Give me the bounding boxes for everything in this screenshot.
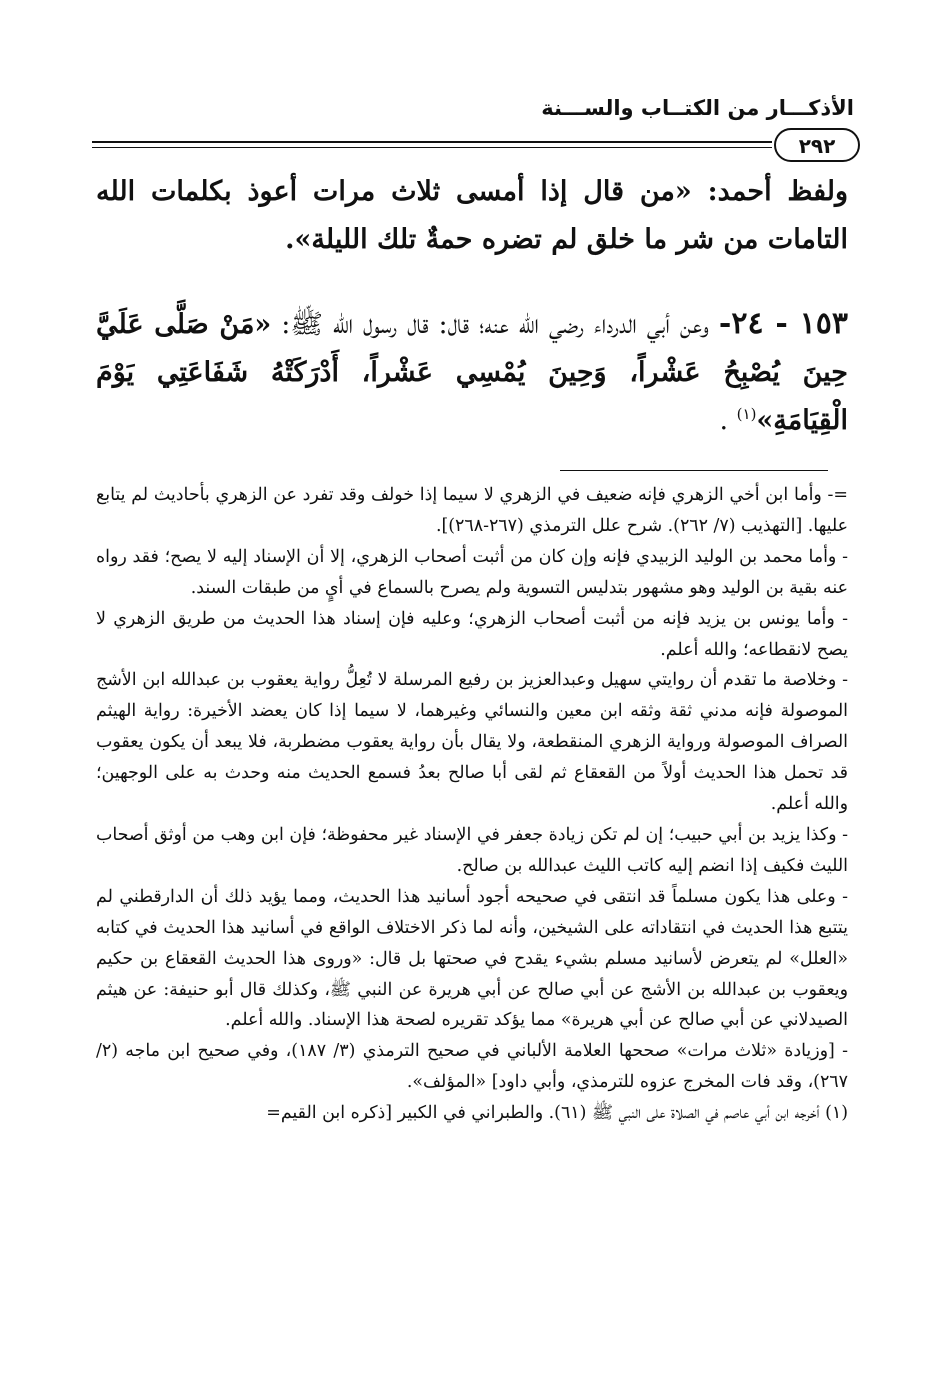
footnotes (96, 480, 848, 1129)
main-paragraph-hadith (96, 300, 848, 445)
footnote-paragraph: - وأما محمد بن الوليد الزبيدي فإنه وإن كان من أثبت أصحاب الزهري، إلا أن الإسناد إليه لا يصح؛ فقد رواه عنه بقية بن الوليد وهو مشهور بتدليس التسوية ولم يصرح بالسماع في أيٍ من طبقات السند. (96, 546, 848, 598)
page-number: ٢٩٢ (774, 128, 860, 162)
header-rule (92, 141, 772, 148)
footnote-paragraph: (١) أخرجه ابن أبي عاصم في الصلاة على النبي ﷺ (٦١). والطبراني في الكبير [ذكره ابن القيم= (266, 1103, 848, 1124)
hadith-end: . (719, 405, 729, 436)
footnote-paragraph: - وخلاصة ما تقدم أن روايتي سهيل وعبدالعزيز بن رفيع المرسلة لا تُعِلُّ رواية يعقوب بن عبدالله ابن الأشج الموصولة فإنه مدني ثقة وثقه ابن معين والنسائي وغيرهما، لا سيما إذا كان يعضد الأخيرة: رواية الهيثم الصراف الموصولة ورواية الزهري المنقطعة، ولا يقال بأن رواية يعقوب مضطربة، فلا يبعد أن يكون يعقوب قد تحمل هذا الحديث أولاً من القعقاع ثم لقى أبا صالح بعدُ فسمع الحديث منه وحدث به على الوجهين؛ والله أعلم. (96, 670, 848, 815)
hadith-text: «مَنْ صَلَّى عَلَيَّ حِينَ يُصْبِحُ عَشْراً، وَحِينَ يُمْسِي عَشْراً، أَدْرَكَتْهُ شَفَاعَتِي يَوْمَ الْقِيَامَةِ» (96, 309, 848, 436)
footnote-paragraph: - [وزيادة «ثلاث مرات» صححها العلامة الألباني في صحيح الترمذي (٣/ ١٨٧)، وفي صحيح ابن ماجه (٢/ ٢٦٧)، وقد فات المخرج عزوه للترمذي، وأبي داود] «المؤلف». (96, 1041, 849, 1093)
footnote-paragraph: =- وأما ابن أخي الزهري فإنه ضعيف في الزهري لا سيما إذا خولف وقد تفرد عن الزهري بأحاديث لم يتابع عليها. [التهذيب (٧/ ٢٦٢). شرح علل الترمذي (٢٦٧-٢٦٨)]. (96, 485, 848, 536)
hadith-number: ١٥٣ - ٢٤- (718, 306, 848, 341)
running-header: الأذكـــار من الكتــاب والســـنة (541, 96, 854, 120)
hadith-intro: وعن أبي الدرداء رضي الله عنه؛ قال: قال رسول الله ﷺ: (281, 309, 709, 340)
footnote-separator (560, 470, 828, 471)
footnote-paragraph: - وعلى هذا يكون مسلماً قد انتقى في صحيحه أجود أسانيد هذا الحديث، ومما يؤيد ذلك أن الدارقطني لم يتتبع هذا الحديث في انتقاداته على الشيخين، وأنه لما ذكر الاختلاف الواقع في أسانيد هذا الحديث في كتابه «العلل» لم يتعرض لأسانيد مسلم بشيء يقدح في صحتها بل قال: «وروى هذا الحديث القعقاع بن حكيم ويعقوب بن عبدالله بن الأشج عن أبي صالح عن أبي هريرة عن النبي ﷺ، وكذلك قال أبو حنيفة: عن هيثم الصيدلاني عن أبي صالح عن أبي هريرة» مما يؤكد تقريره لصحة هذا الإسناد. والله أعلم. (96, 886, 848, 1031)
footnote-ref: (١) (736, 405, 757, 423)
footnote-paragraph: - وأما يونس بن يزيد فإنه من أثبت أصحاب الزهري؛ وعليه فإن إسناد هذا الحديث من طريق الزهري لا يصح لانقطاعه؛ والله أعلم. (96, 608, 848, 660)
footnote-paragraph: - وكذا يزيد بن أبي حبيب؛ إن لم تكن زيادة جعفر في الإسناد غير محفوظة؛ فإن ابن وهب من أوثق أصحاب الليث فكيف إذا انضم إليه كاتب الليث عبدالله بن صالح. (96, 824, 848, 876)
main-paragraph-ahmad: ولفظ أحمد: «من قال إذا أمسى ثلاث مرات أعوذ بكلمات الله التامات من شر ما خلق لم تضره حمةٌ تلك الليلة». (96, 176, 848, 255)
